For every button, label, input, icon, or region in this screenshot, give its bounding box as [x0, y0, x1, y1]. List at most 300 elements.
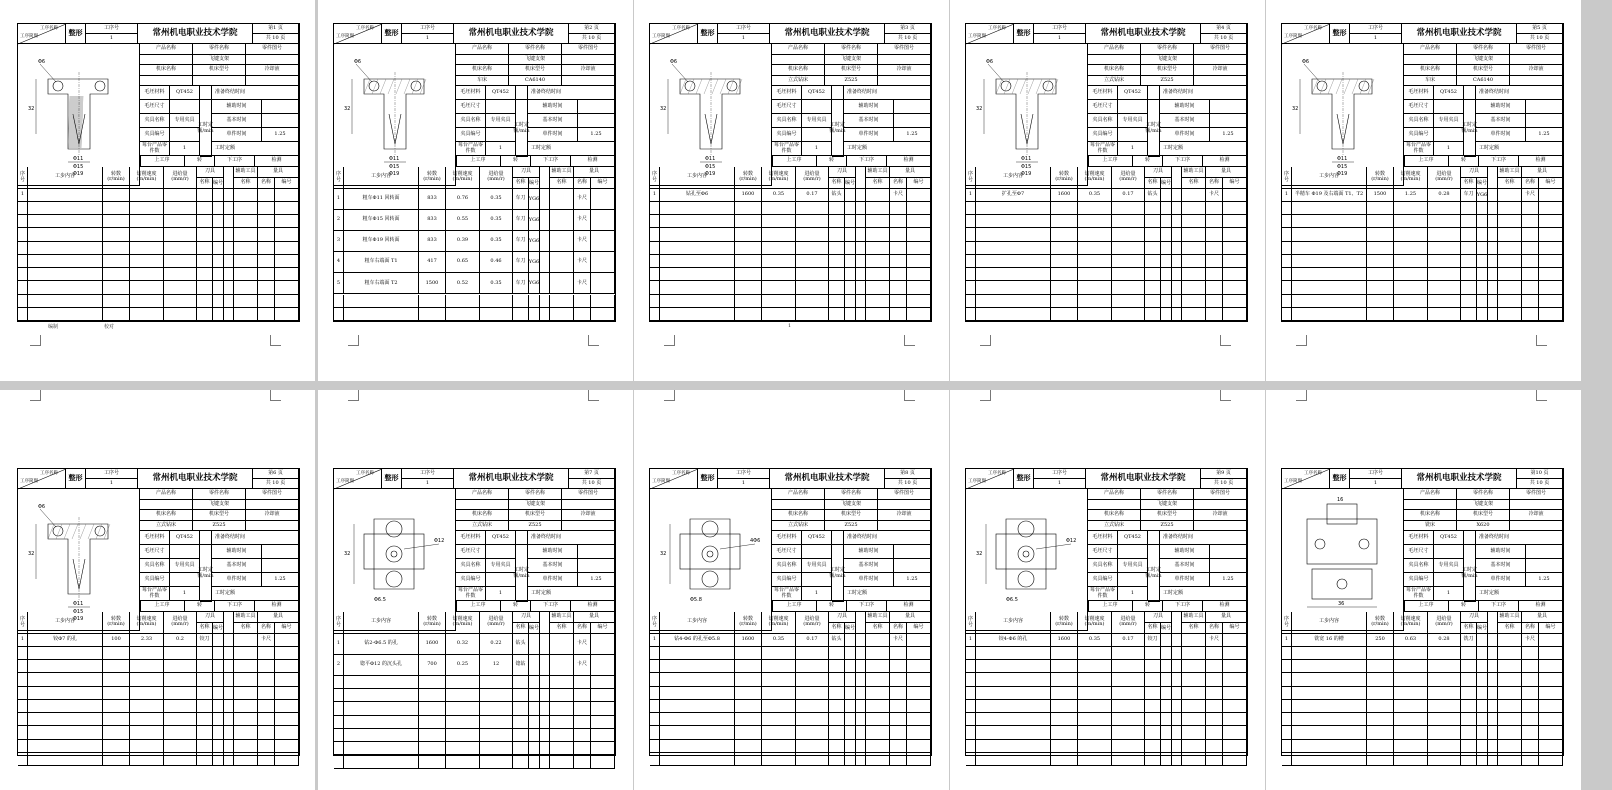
next-process-label: 下工序: [215, 156, 255, 167]
table-row-aux-tool: [866, 753, 890, 766]
table-row-content: [976, 660, 1051, 673]
table-row-seq: [18, 700, 28, 713]
seq-header: 序号: [966, 167, 976, 189]
basic-time-value: [578, 559, 615, 573]
table-row-measure: [1522, 255, 1539, 268]
table-row-feed: [1112, 673, 1145, 686]
table-row-seq: [650, 268, 660, 281]
hole-circle: [727, 81, 737, 91]
table-row-seq: [966, 308, 976, 321]
table-row-speed: [419, 308, 446, 321]
table-row-measure: [1522, 268, 1539, 281]
aux-time-value: [578, 100, 615, 114]
process-sketch: [1282, 489, 1404, 631]
blank-material-label: 毛坯材料: [140, 86, 170, 100]
table-row-cut-speed: [762, 687, 796, 700]
table-row-speed: [1367, 726, 1394, 739]
hatch-line: [720, 79, 726, 94]
table-row-blank: [856, 268, 866, 281]
diagonal-line: [18, 24, 66, 44]
table-row-measure-code: [275, 202, 299, 215]
part-name-value: 飞键支架: [825, 500, 878, 511]
table-row-cut-speed: [130, 189, 164, 202]
table-row-content: [660, 202, 735, 215]
table-row-cut-speed: [130, 242, 164, 255]
table-row-blank: [856, 726, 866, 739]
measure-code-header: 编号: [1539, 178, 1563, 189]
product-name-label: 产品名称: [140, 489, 193, 500]
table-row-blank: [856, 202, 866, 215]
table-row-measure-code: [1539, 215, 1563, 228]
measure-name-header: 名称: [258, 178, 275, 189]
table-row-content: [660, 268, 735, 281]
dimension-label: Φ19: [1021, 171, 1032, 177]
part-name-value: 飞键支架: [509, 55, 562, 66]
blank-size-label: 毛坯尺寸: [772, 100, 802, 114]
table-row-feed: [1112, 647, 1145, 660]
table-row-speed: [419, 676, 446, 689]
table-row-aux-tool: [234, 673, 258, 686]
fixture-no-label: 夹具编号: [1088, 573, 1118, 587]
table-row-feed: 0.17: [1112, 634, 1145, 647]
table-row-blank: [540, 689, 550, 702]
table-row-aux-tool: [1182, 634, 1206, 647]
feed-header: 进给量(mm/r): [796, 612, 829, 634]
table-row-tool-code: [1477, 295, 1488, 308]
table-row-content: [1292, 228, 1367, 241]
table-row-measure: [890, 228, 907, 241]
table-row-blank: [1488, 687, 1498, 700]
table-row-tool-code: [845, 215, 856, 228]
table-row-blank: [856, 281, 866, 294]
table-row-blank: [1172, 713, 1182, 726]
aux-name-header: 名称: [550, 623, 574, 634]
table-row-cut-speed: [1394, 255, 1428, 268]
machine-name-value: 立式钻床: [1088, 521, 1141, 532]
table-row-cut-speed: [1078, 660, 1112, 673]
table-row-content: [660, 753, 735, 766]
table-row-measure-code: [591, 273, 615, 294]
tool-header: 刀具: [513, 612, 540, 623]
table-row-measure: [890, 268, 907, 281]
table-row-aux-tool: [234, 242, 258, 255]
part-name-label: 零件名称: [509, 489, 562, 500]
table-row-feed: [796, 726, 829, 739]
table-row-measure-code: [907, 189, 931, 202]
table-row-measure-code: [1223, 753, 1247, 766]
machine-model-value: CA6140: [509, 76, 562, 87]
table-row-aux-tool: [1182, 295, 1206, 308]
table-row-tool-code: [529, 689, 540, 702]
table-row-speed: [1051, 281, 1078, 294]
table-row-content: [28, 242, 103, 255]
aux-tool-header: 辅助工具: [1182, 612, 1206, 623]
prep-time-label: 准备终结时间: [844, 531, 931, 545]
table-row-aux-tool: [1498, 242, 1522, 255]
table-row-tool: [197, 660, 213, 673]
table-row-tool: [829, 228, 845, 241]
process-no-label: 工序号: [718, 24, 770, 34]
table-row-speed: [1367, 740, 1394, 753]
table-row-cut-speed: [762, 308, 796, 321]
table-row-content: [1292, 700, 1367, 713]
table-row-tool-code: [845, 189, 856, 202]
process-sketch-label: 工序简图: [1284, 34, 1302, 39]
table-row-measure-code: [275, 308, 299, 321]
table-row-aux-tool: [550, 702, 574, 715]
table-row-aux-tool: [234, 268, 258, 281]
table-row-feed: [796, 295, 829, 308]
dimension-label: Φ6: [38, 504, 46, 510]
table-row-aux-tool: [234, 740, 258, 753]
table-row-tool: [513, 716, 529, 729]
table-row-tool: [513, 676, 529, 689]
table-row-content: [1292, 673, 1367, 686]
coolant-label: 冷却液: [878, 65, 931, 76]
page-number: 第9 页: [1201, 469, 1247, 479]
table-row-feed: [1112, 700, 1145, 713]
table-row-content: [1292, 713, 1367, 726]
table-row-seq: [650, 660, 660, 673]
process-sketch-drawing: [650, 489, 772, 629]
prev-process-label: 上工序: [1088, 156, 1133, 167]
table-row-feed: [1112, 255, 1145, 268]
table-row-content: [1292, 281, 1367, 294]
table-row-seq: [966, 647, 976, 660]
table-row-aux-tool: [1182, 673, 1206, 686]
table-row-feed: [480, 755, 513, 768]
table-row-measure: [258, 295, 275, 308]
table-row-feed: 0.35: [480, 210, 513, 231]
table-row-cut-speed: [1078, 228, 1112, 241]
table-row-measure: [1522, 660, 1539, 673]
header-diagonal-cell: [18, 469, 66, 489]
pieces-label: 每台产品零件数: [456, 142, 486, 156]
tool-header: 刀具: [1145, 612, 1172, 623]
table-row-tool: [1461, 687, 1477, 700]
table-row-aux-tool: [234, 189, 258, 202]
table-row-blank: [856, 753, 866, 766]
hole-circle: [386, 546, 402, 562]
table-row-tool-code: [1161, 700, 1172, 713]
hatch-line: [1328, 79, 1334, 94]
turn-label: 转: [501, 601, 531, 612]
table-row-measure-code: [1539, 228, 1563, 241]
table-row-content: [344, 729, 419, 742]
measure-header: 量具: [1522, 167, 1563, 178]
crop-mark: [270, 335, 281, 346]
table-row-feed: [796, 255, 829, 268]
table-row-feed: [796, 740, 829, 753]
measure-header: 量具: [1206, 612, 1247, 623]
table-row-measure-code: [907, 255, 931, 268]
product-name-label: 产品名称: [772, 489, 825, 500]
process-name-label: 工序名称: [40, 26, 58, 31]
table-row-seq: [1282, 268, 1292, 281]
fixture-no-label: 夹具编号: [456, 128, 486, 142]
fixture-no-label: 夹具编号: [772, 128, 802, 142]
fixture-value: 专用夹具: [802, 559, 832, 573]
table-row-content: [1292, 255, 1367, 268]
table-row-measure-code: [907, 740, 931, 753]
table-row-blank: [1488, 255, 1498, 268]
table-row-seq: [334, 295, 344, 308]
table-row-cut-speed: [446, 308, 480, 321]
table-row-blank: [856, 189, 866, 202]
table-row-blank: [1488, 647, 1498, 660]
dimension-label: Φ6: [986, 59, 994, 65]
table-row-tool-code: [1477, 268, 1488, 281]
table-row-seq: 1: [650, 189, 660, 202]
table-row-tool-code: [1161, 255, 1172, 268]
table-row-tool: [1145, 202, 1161, 215]
blank-material-value: QT452: [170, 531, 200, 545]
table-row-tool-code: [1477, 215, 1488, 228]
table-row-tool-code: YG6: [529, 189, 540, 210]
table-row-measure: [890, 295, 907, 308]
table-row-speed: [103, 215, 130, 228]
table-row-measure: 卡尺: [574, 252, 591, 273]
table-row-aux-tool: [550, 676, 574, 689]
table-row-blank: [1488, 215, 1498, 228]
table-row-cut-speed: [762, 242, 796, 255]
feed-header: 进给量(mm/r): [1112, 612, 1145, 634]
table-row-tool: [1461, 215, 1477, 228]
table-row-speed: [419, 729, 446, 742]
blank-material-value: QT452: [802, 531, 832, 545]
table-row-measure-code: [907, 268, 931, 281]
hour-quota-label: 工时定额: [212, 587, 299, 601]
table-row-content: [976, 647, 1051, 660]
table-row-blank: [1172, 308, 1182, 321]
table-row-tool: 铣刀: [1461, 634, 1477, 647]
table-row-speed: [735, 268, 762, 281]
table-row-tool: [197, 673, 213, 686]
machine-model-value: Z525: [193, 521, 246, 532]
table-row-measure: [1206, 228, 1223, 241]
table-row-blank: [224, 700, 234, 713]
table-row-tool-code: [529, 295, 540, 308]
table-row-speed: [735, 202, 762, 215]
table-row-tool-code: [1477, 634, 1488, 647]
dimension-label: Φ19: [73, 616, 84, 622]
unit-time-label: 单件时间: [212, 128, 262, 142]
table-row-feed: [480, 676, 513, 689]
table-row-tool-code: [529, 755, 540, 768]
shape-label: 整形: [66, 24, 86, 44]
table-row-measure-code: [907, 228, 931, 241]
part-no-value: [1510, 500, 1563, 511]
fixture-no-value: [1434, 128, 1464, 142]
table-row-cut-speed: 0.32: [446, 634, 480, 655]
table-row-measure-code: [591, 655, 615, 676]
table-row-blank: [856, 308, 866, 321]
table-row-tool-code: [213, 647, 224, 660]
machine-model-label: 机床型号: [825, 65, 878, 76]
leader-line: [720, 544, 755, 549]
dimension-label: 32: [344, 551, 351, 557]
unit-time-value: 1.25: [578, 128, 615, 142]
product-name-label: 产品名称: [140, 44, 193, 55]
seq-header: 序号: [650, 167, 660, 189]
table-row-seq: [650, 647, 660, 660]
hatch-line: [696, 79, 702, 94]
process-name-label: 工序名称: [1304, 26, 1322, 31]
aux-tool-header: 辅助工具: [550, 612, 574, 623]
turn-label: 转: [817, 156, 847, 167]
table-row-speed: [1051, 687, 1078, 700]
table-row-seq: [18, 295, 28, 308]
table-row-cut-speed: [1394, 700, 1428, 713]
product-name-label: 产品名称: [456, 489, 509, 500]
coolant-value: [562, 521, 615, 532]
table-row-tool-code: [213, 308, 224, 321]
table-row-feed: [796, 713, 829, 726]
hatch-line: [88, 524, 94, 539]
table-row-content: [976, 215, 1051, 228]
turn-label: 转: [1133, 156, 1163, 167]
measure-name-header: 名称: [1522, 623, 1539, 634]
table-row-aux-tool: [1498, 215, 1522, 228]
process-card: [17, 468, 300, 756]
table-row-tool-code: [213, 740, 224, 753]
hole-circle: [411, 81, 421, 91]
table-row-seq: [18, 228, 28, 241]
table-row-content: [976, 202, 1051, 215]
table-row-feed: [1428, 295, 1461, 308]
fixture-no-value: [802, 573, 832, 587]
table-row-blank: [856, 242, 866, 255]
table-row-tool: [1145, 255, 1161, 268]
table-row-tool-code: [1161, 281, 1172, 294]
table-row-blank: [224, 215, 234, 228]
content-header: 工步内容: [976, 612, 1051, 634]
table-row-cut-speed: [762, 268, 796, 281]
table-row-tool: [197, 189, 213, 202]
feed-header: 进给量(mm/r): [480, 612, 513, 634]
table-row-aux-tool: [866, 215, 890, 228]
school-name: 常州机电职业技术学院: [1086, 469, 1201, 489]
aux-name-header: 名称: [866, 178, 890, 189]
unit-time-label: 单件时间: [528, 573, 578, 587]
table-row-measure-code: [1539, 753, 1563, 766]
table-row-seq: [650, 673, 660, 686]
table-row-feed: [796, 700, 829, 713]
table-row-content: [660, 295, 735, 308]
blank-material-label: 毛坯材料: [456, 86, 486, 100]
blank-size-value: [802, 545, 832, 559]
table-row-measure: [1522, 228, 1539, 241]
feed-header: 进给量(mm/r): [164, 167, 197, 189]
table-row-content: [28, 281, 103, 294]
table-row-tool: [1145, 268, 1161, 281]
table-row-seq: [966, 268, 976, 281]
table-row-tool-code: [1477, 202, 1488, 215]
aux-name-header: 名称: [234, 623, 258, 634]
table-row-feed: [1428, 308, 1461, 321]
table-row-tool: [197, 726, 213, 739]
header-diagonal-cell: [966, 469, 1014, 489]
unit-time-label: 单件时间: [844, 573, 894, 587]
table-row-tool-code: [1477, 673, 1488, 686]
table-row-seq: [966, 228, 976, 241]
table-row-seq: [650, 215, 660, 228]
blank-material-value: QT452: [802, 86, 832, 100]
table-row-cut-speed: [1078, 308, 1112, 321]
table-row-tool-code: [1161, 228, 1172, 241]
table-row-content: [976, 687, 1051, 700]
pieces-label: 每台产品零件数: [772, 142, 802, 156]
table-row-blank: [224, 308, 234, 321]
machine-name-value: 立式钻床: [1088, 76, 1141, 87]
table-row-seq: [1282, 255, 1292, 268]
table-row-content: [28, 268, 103, 281]
process-sketch-label: 工序简图: [652, 479, 670, 484]
fixture-no-label: 夹具编号: [456, 573, 486, 587]
table-row-aux-tool: [866, 647, 890, 660]
table-row-cut-speed: [1394, 647, 1428, 660]
table-row-seq: [650, 700, 660, 713]
table-row-measure-code: [1223, 295, 1247, 308]
table-row-feed: [164, 700, 197, 713]
table-row-cut-speed: 0.25: [446, 655, 480, 676]
total-pages: 共 10 页: [253, 479, 299, 489]
unit-time-label: 单件时间: [212, 573, 262, 587]
process-sketch: [334, 44, 456, 186]
pieces-value: 1: [1434, 587, 1464, 601]
table-row-tool: [197, 308, 213, 321]
page-mark: 1: [788, 323, 792, 329]
machine-model-label: 机床型号: [1457, 510, 1510, 521]
measure-code-header: 编号: [591, 178, 615, 189]
product-name-value: [456, 55, 509, 66]
table-row-measure-code: [907, 202, 931, 215]
table-row-measure-code: [1223, 687, 1247, 700]
basic-time-value: [262, 114, 299, 128]
machine-name-value: [140, 76, 193, 87]
machine-model-label: 机床型号: [509, 65, 562, 76]
table-row-blank: [856, 295, 866, 308]
pieces-label: 每台产品零件数: [772, 587, 802, 601]
table-row-speed: [735, 740, 762, 753]
pieces-value: 1: [802, 142, 832, 156]
dimension-label: Φ11: [73, 156, 84, 162]
table-row-blank: [1172, 202, 1182, 215]
table-row-measure-code: [1223, 268, 1247, 281]
table-row-cut-speed: [446, 702, 480, 715]
table-row-seq: [1282, 202, 1292, 215]
table-row-speed: [103, 753, 130, 766]
process-sketch-label: 工序简图: [1284, 479, 1302, 484]
table-row-measure-code: [1223, 255, 1247, 268]
table-row-speed: [735, 726, 762, 739]
table-row-cut-speed: [762, 726, 796, 739]
table-row-aux-tool: [866, 281, 890, 294]
table-row-measure: [890, 713, 907, 726]
basic-time-value: [262, 559, 299, 573]
crop-mark: [588, 335, 599, 346]
blank-material-label: 毛坯材料: [1088, 531, 1118, 545]
dimension-label: Φ15: [1021, 164, 1032, 170]
inspect-label: 检测: [255, 156, 299, 167]
table-row-measure: [258, 202, 275, 215]
table-row-aux-tool: [1182, 700, 1206, 713]
table-row-speed: [1367, 215, 1394, 228]
basic-time-label: 基本时间: [1160, 114, 1210, 128]
table-row-tool: [1145, 726, 1161, 739]
table-row-seq: [966, 700, 976, 713]
table-row-content: [344, 676, 419, 689]
